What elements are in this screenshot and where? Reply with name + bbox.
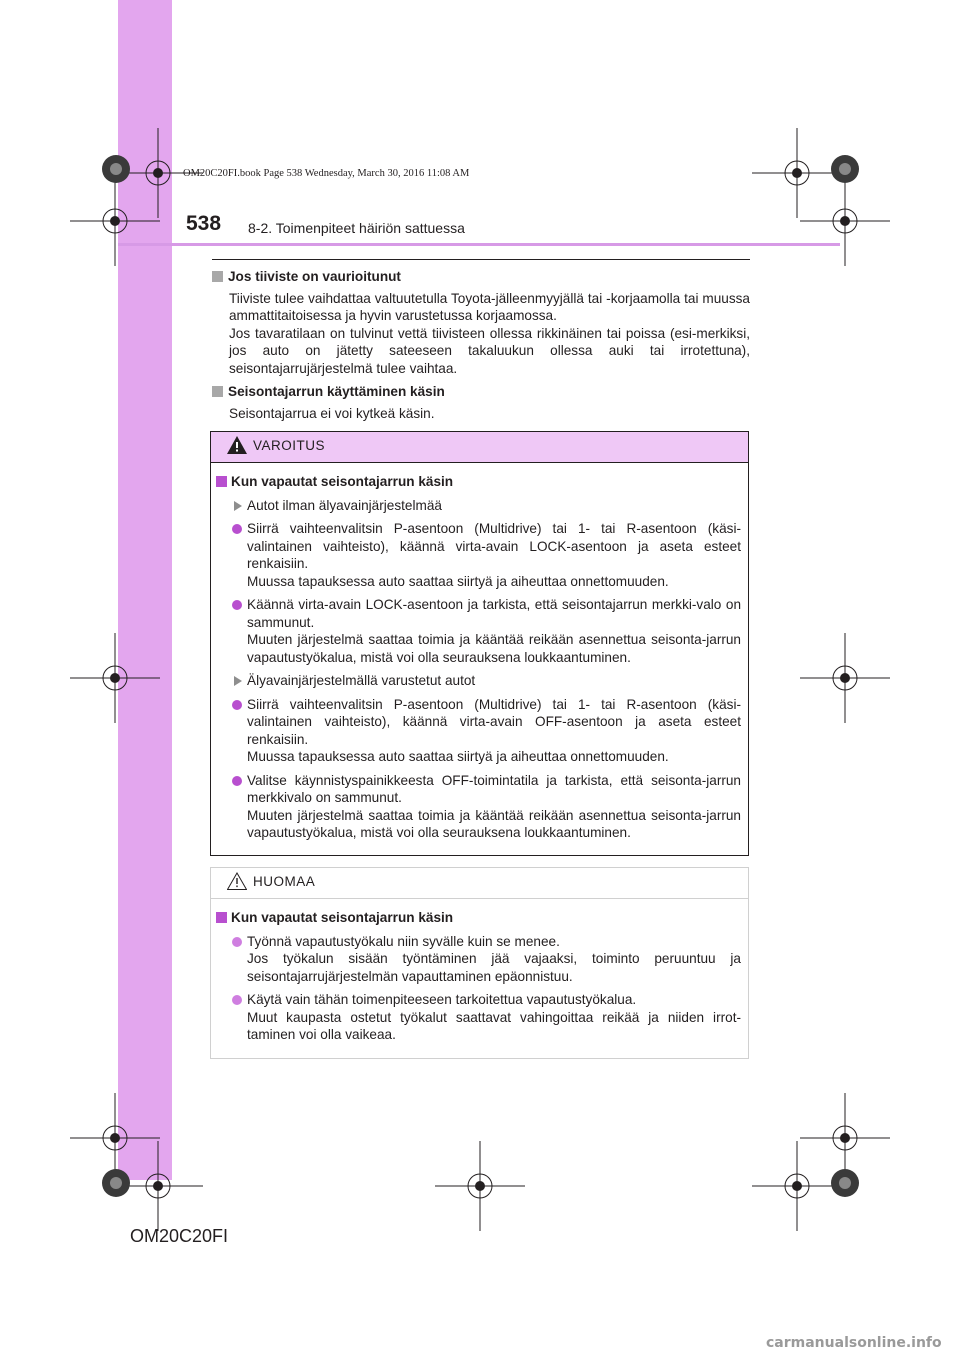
warning-header <box>211 432 748 463</box>
warning-heading: Kun vapautat seisontajarrun käsin <box>214 473 741 491</box>
list-item: Siirrä vaihteenvalitsin P-asentoon (Multidrive) tai 1- tai R-asentoon (käsi-valintainen vaihteisto), käännä virta-avain OFF-asentoon ja aseta esteet renkaisiin. Muussa tapauksessa auto saattaa siirtyä ja aiheuttaa onnettomuuden. <box>214 696 741 766</box>
footer-manual-code: OM20C20FI <box>130 1226 229 1246</box>
list-item: Käytä vain tähän toimenpiteeseen tarkoitettua vapautustyökalua. Muut kaupasta ostetut työkalut saattavat vahingoittaa reikää ja niiden irrot-taminen voi olla vaikeaa. <box>214 991 741 1044</box>
crosshair-icon <box>70 633 160 723</box>
bullet-icon <box>232 776 242 786</box>
caution-triangle-icon <box>227 872 247 890</box>
header-rule <box>118 243 840 246</box>
square-bullet-icon <box>212 271 223 282</box>
paragraph: Tiiviste tulee vaihdattaa valtuutetulla Toyota-jälleenmyyjällä tai -korjaamolla tai muussa ammattitaitoisessa ja hyvin varustetussa korjaamossa. <box>229 290 750 323</box>
warning-triangle-icon <box>227 436 247 454</box>
paragraph: Seisontajarrua ei voi kytkeä käsin. <box>229 405 435 421</box>
notice-box <box>210 867 749 1059</box>
watermark: carmanualsonline.info <box>766 1335 942 1351</box>
registration-disc-icon <box>830 1168 860 1198</box>
notice-heading: Kun vapautat seisontajarrun käsin <box>214 909 741 927</box>
warning-box <box>210 431 749 856</box>
crosshair-icon <box>800 633 890 723</box>
crosshair-icon <box>752 128 842 218</box>
paragraph: Jos tavaratilaan on tulvinut vettä tiivisteen ollessa rikkinäinen tai poissa (esi-merkiksi, jos auto on jätetty sateeseen takaluukun ollessa auki tai irrotettuna), seisontajarrujärjestelmä tulee vaihtaa. <box>229 325 750 376</box>
square-bullet-icon <box>216 476 227 487</box>
list-item: Valitse käynnistyspainikkeesta OFF-toimintatila ja tarkista, että seisonta-jarrun merkkivalo on sammunut. Muuten järjestelmä saattaa toimia ja kääntää reikään asennettua seisonta-jarrun vapautustyökalua, mistä voi olla seurauksena loukkaantuminen. <box>214 772 741 842</box>
bullet-icon <box>232 700 242 710</box>
group-title: Autot ilman älyavainjärjestelmää <box>214 497 741 515</box>
crosshair-icon <box>435 1141 525 1231</box>
section-manual-parking-brake <box>212 383 750 422</box>
bullet-icon <box>232 995 242 1005</box>
page-number: 538 <box>186 212 222 235</box>
notice-header <box>211 868 748 899</box>
warning-label: VAROITUS <box>253 438 326 453</box>
group-title: Älyavainjärjestelmällä varustetut autot <box>214 672 741 690</box>
list-item: Työnnä vapautustyökalu niin syvälle kuin se menee. Jos työkalun sisään työntäminen jää vajaaksi, toiminto peruuntuu ja seisontajarrujärjestelmän vapauttaminen epäonnistuu. <box>214 933 741 986</box>
notice-label: HUOMAA <box>253 874 316 889</box>
section-seal-damaged <box>212 268 750 377</box>
bullet-icon <box>232 937 242 947</box>
list-item: Siirrä vaihteenvalitsin P-asentoon (Multidrive) tai 1- tai R-asentoon (käsi-valintainen vaihteisto), käännä virta-avain LOCK-asentoon ja aseta esteet renkaisiin. Muussa tapauksessa auto saattaa siirtyä ja aiheuttaa onnettomuuden. <box>214 520 741 590</box>
registration-disc-icon <box>101 1168 131 1198</box>
crosshair-icon <box>752 1141 842 1231</box>
bullet-icon <box>232 600 242 610</box>
square-bullet-icon <box>212 386 223 397</box>
square-bullet-icon <box>216 912 227 923</box>
arrow-right-icon <box>234 501 242 511</box>
content-rule <box>212 259 750 260</box>
section-heading: Jos tiiviste on vaurioitunut <box>212 268 750 286</box>
list-item: Käännä virta-avain LOCK-asentoon ja tarkista, että seisontajarrun merkki-valo on sammunut. Muuten järjestelmä saattaa toimia ja kääntää reikään asennettua seisonta-jarrun vapautustyökalua, mistä voi olla seurauksena loukkaantuminen. <box>214 596 741 666</box>
arrow-right-icon <box>234 676 242 686</box>
book-info-line: OM20C20FI.book Page 538 Wednesday, March 30, 2016 11:08 AM <box>183 168 470 179</box>
registration-disc-icon <box>101 154 131 184</box>
registration-disc-icon <box>830 154 860 184</box>
bullet-icon <box>232 524 242 534</box>
section-heading: Seisontajarrun käyttäminen käsin <box>212 383 750 401</box>
section-title: 8-2. Toimenpiteet häiriön sattuessa <box>248 220 465 236</box>
